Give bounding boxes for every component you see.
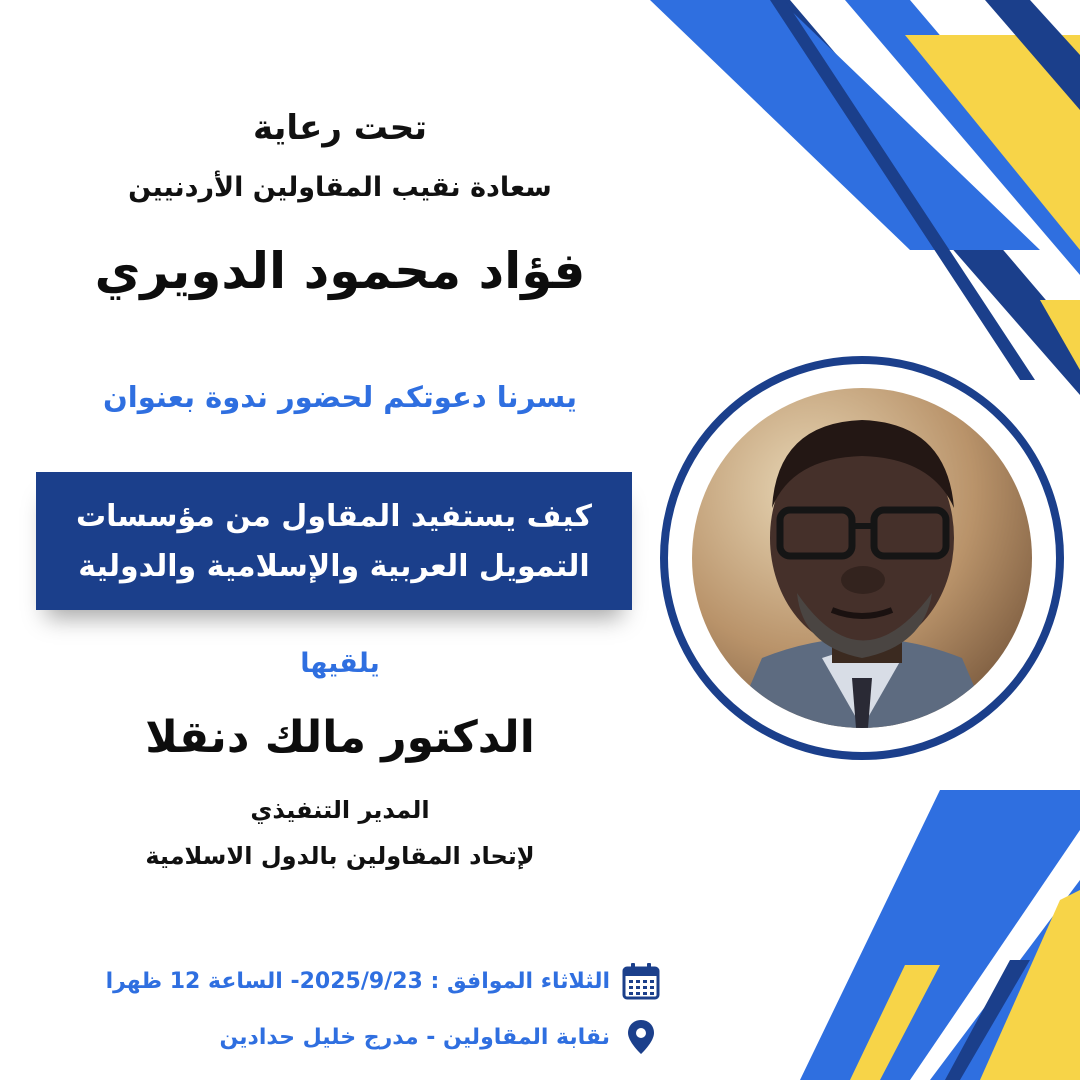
- presenter-position: المدير التنفيذي: [250, 796, 430, 824]
- seminar-title-box: [36, 472, 632, 610]
- speaker-photo: [692, 388, 1032, 728]
- event-location-row: [220, 1018, 661, 1056]
- event-date-row: [106, 962, 660, 1000]
- under-patronage-text: تحت رعاية: [252, 108, 428, 148]
- speaker-photo-frame: [660, 356, 1064, 760]
- patron-name: فؤاد محمود الدويري: [94, 242, 586, 300]
- invitation-text: يسرنا دعوتكم لحضور ندوة بعنوان: [103, 380, 577, 414]
- presenter-label: يلقيها: [300, 648, 380, 679]
- location-pin-icon: [622, 1018, 660, 1056]
- presenter-name: الدكتور مالك دنقلا: [145, 712, 535, 763]
- seminar-title-line2: التمويل العربية والإسلامية والدولية: [78, 549, 590, 584]
- event-date-text: الثلاثاء الموافق : 2025/9/23- الساعة 12 ظهرا: [105, 968, 610, 994]
- patron-title: سعادة نقيب المقاولين الأردنيين: [128, 172, 552, 203]
- presenter-organization: لإتحاد المقاولين بالدول الاسلامية: [145, 842, 535, 870]
- seminar-title-line1: كيف يستفيد المقاول من مؤسسات: [76, 499, 592, 534]
- calendar-icon: [622, 962, 660, 1000]
- event-location-text: نقابة المقاولين - مدرج خليل حدادين: [219, 1024, 610, 1050]
